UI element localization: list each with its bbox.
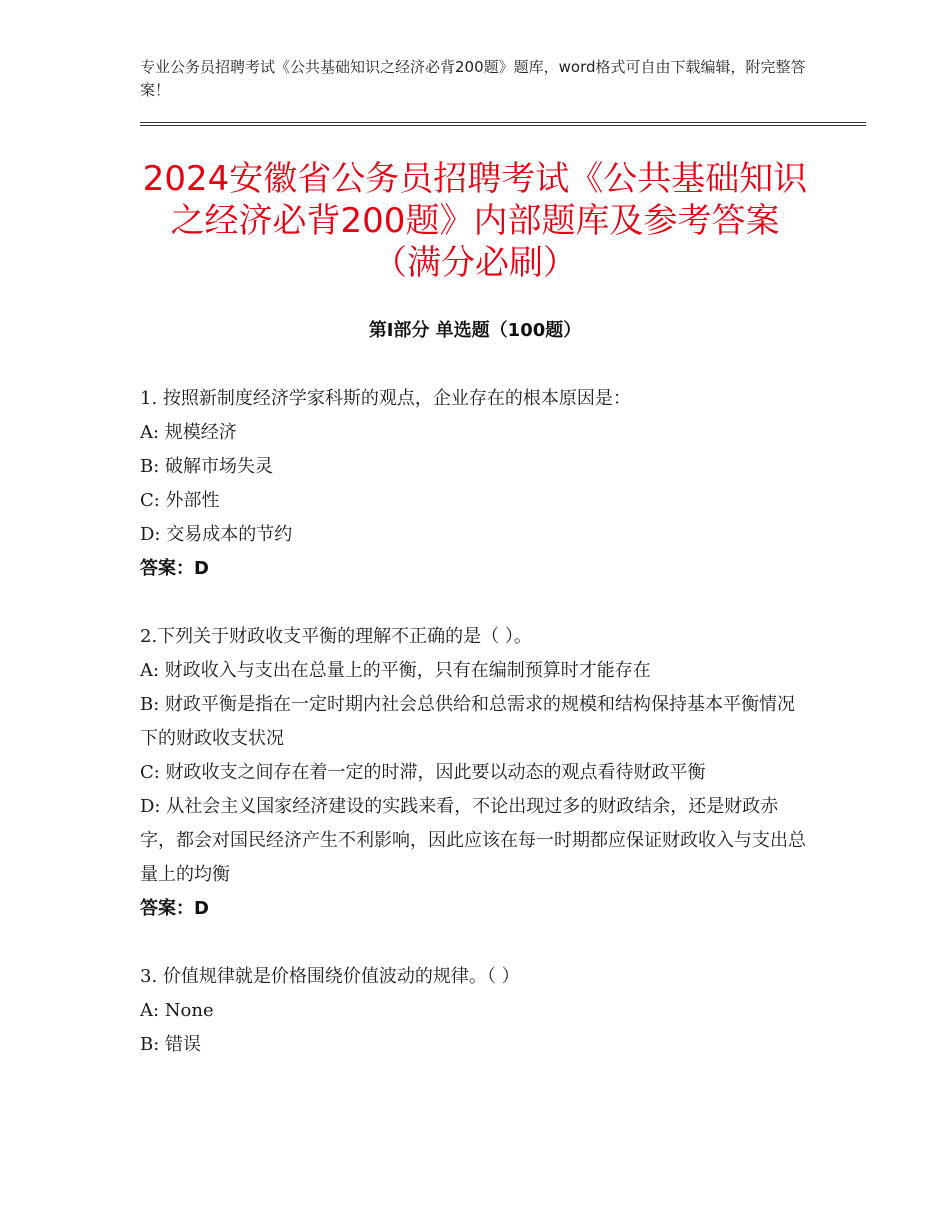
question-stem: 1. 按照新制度经济学家科斯的观点，企业存在的根本原因是： bbox=[140, 388, 631, 409]
header-rule-top bbox=[140, 122, 866, 123]
option-c: C: 财政收支之间存在着一定的时滞，因此要以动态的观点看待财政平衡 bbox=[140, 762, 706, 783]
option-b: B: 破解市场失灵 bbox=[140, 456, 274, 477]
document-title bbox=[100, 158, 850, 284]
option-a: A: None bbox=[140, 1000, 214, 1021]
title-line-3: （满分必刷） bbox=[373, 243, 577, 283]
question-stem: 2.下列关于财政收支平衡的理解不正确的是（ ）。 bbox=[140, 626, 532, 647]
option-d: D: 从社会主义国家经济建设的实践来看，不论出现过多的财政结余，还是财政赤字，都会对国民经济产生不利影响，因此应该在每一时期都应保证财政收入与支出总量上的均衡 bbox=[140, 796, 806, 885]
header-rule-bottom bbox=[140, 125, 866, 126]
question-1 bbox=[140, 382, 810, 586]
option-a: A: 规模经济 bbox=[140, 422, 237, 443]
question-list bbox=[140, 382, 810, 1096]
option-c: C: 外部性 bbox=[140, 490, 220, 511]
question-2 bbox=[140, 620, 810, 926]
question-stem: 3. 价值规律就是价格围绕价值波动的规律。（ ） bbox=[140, 966, 520, 987]
answer: 答案：D bbox=[140, 898, 209, 919]
option-a: A: 财政收入与支出在总量上的平衡，只有在编制预算时才能存在 bbox=[140, 660, 651, 681]
option-b: B: 财政平衡是指在一定时期内社会总供给和总需求的规模和结构保持基本平衡情况下的财政收支状况 bbox=[140, 694, 796, 749]
answer: 答案：D bbox=[140, 558, 209, 579]
question-3 bbox=[140, 960, 810, 1062]
title-line-2: 之经济必背200题》内部题库及参考答案 bbox=[170, 201, 780, 241]
header-note: 专业公务员招聘考试《公共基础知识之经济必背200题》题库，word格式可自由下载编辑，附完整答案！ bbox=[140, 58, 806, 99]
section-title: 第I部分 单选题（100题） bbox=[368, 320, 582, 341]
title-line-1: 2024安徽省公务员招聘考试《公共基础知识 bbox=[142, 159, 808, 199]
option-b: B: 错误 bbox=[140, 1034, 202, 1055]
option-d: D: 交易成本的节约 bbox=[140, 524, 293, 545]
